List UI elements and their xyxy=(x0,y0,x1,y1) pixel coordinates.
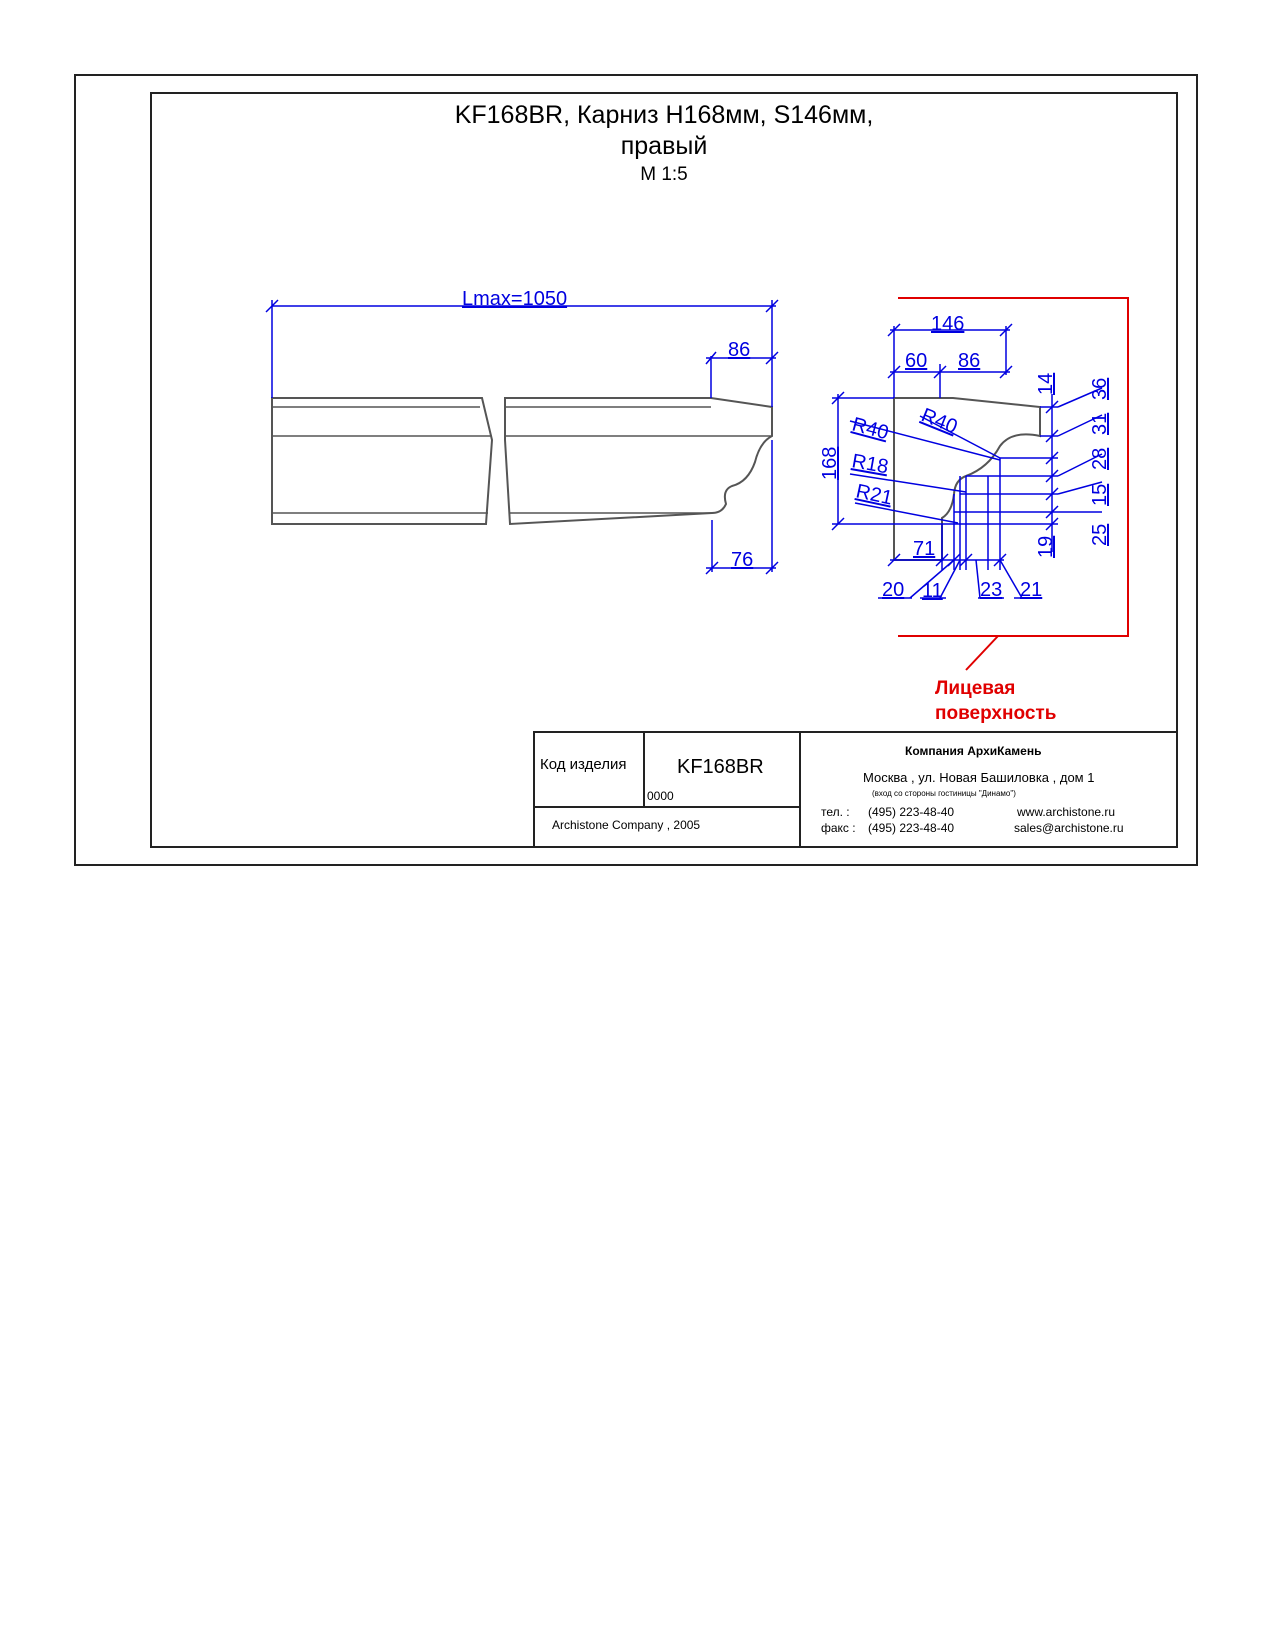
right-dim-15-label: 15 xyxy=(1089,483,1111,506)
length-dimension-label: Lmax=1050 xyxy=(462,288,568,310)
face-surface-label xyxy=(935,676,1056,726)
right-dim-25-label: 25 xyxy=(1089,523,1111,546)
front-view-left-segment xyxy=(272,398,492,524)
title-block-website[interactable]: www.archistone.ru xyxy=(1017,805,1116,819)
drawing-subtitle: правый xyxy=(620,132,708,160)
front-view-dimensions xyxy=(266,300,778,574)
drawing-scale: М 1:5 xyxy=(640,164,688,185)
section-width-total-label: 146 xyxy=(931,313,965,335)
bottom-dim-71-label: 71 xyxy=(913,538,936,560)
title-block-phone-label: тел. : xyxy=(821,805,850,819)
bottom-dim-21-label: 21 xyxy=(1020,579,1043,601)
section-height-label: 168 xyxy=(819,446,841,480)
face-surface-label-line1: Лицевая xyxy=(935,678,1016,699)
right-dim-28-label: 28 xyxy=(1089,447,1111,470)
radius-label-r21: R21 xyxy=(853,480,895,510)
section-width-left-label: 60 xyxy=(905,350,928,372)
right-dim-31-label: 31 xyxy=(1089,412,1111,435)
bottom-dim-23-label: 23 xyxy=(980,579,1003,601)
title-block-copyright: Archistone Company , 2005 xyxy=(552,818,701,832)
right-dim-19-label: 19 xyxy=(1035,535,1057,558)
title-block-fax: (495) 223-48-40 xyxy=(868,821,955,835)
face-surface-label-line2: поверхность xyxy=(935,703,1057,724)
title-block-code-label: Код изделия xyxy=(540,756,627,773)
title-block-fax-label: факс : xyxy=(821,821,856,835)
radius-label-r40-left: R40 xyxy=(849,413,891,445)
section-width-right-label: 86 xyxy=(958,350,981,372)
front-view-right-segment xyxy=(505,398,772,524)
drawing-title: KF168BR, Карниз H168мм, S146мм, xyxy=(454,101,874,129)
title-block-phone: (495) 223-48-40 xyxy=(868,805,955,819)
front-dim-top-label: 86 xyxy=(728,339,751,361)
cross-section-profile xyxy=(894,398,1040,560)
title-block-code-value: KF168BR xyxy=(677,756,764,778)
radius-label-r18: R18 xyxy=(850,450,891,479)
right-dim-14-label: 14 xyxy=(1035,372,1057,395)
front-dim-bottom-label: 76 xyxy=(731,549,754,571)
right-dim-36-label: 36 xyxy=(1089,377,1111,400)
title-block-address: Москва , ул. Новая Башиловка , дом 1 xyxy=(863,770,1095,785)
radius-label-r40-right: R40 xyxy=(918,404,961,439)
title-block-number: 0000 xyxy=(647,789,674,803)
bottom-dim-20-label: 20 xyxy=(882,579,905,601)
title-block-email[interactable]: sales@archistone.ru xyxy=(1014,821,1124,835)
title-block-address-note: (вход со стороны гостиницы "Динамо") xyxy=(872,789,1016,798)
front-view xyxy=(272,398,772,524)
title-block-company-name: Компания АрхиКамень xyxy=(905,744,1042,758)
bottom-dim-11-label: 11 xyxy=(922,580,943,602)
